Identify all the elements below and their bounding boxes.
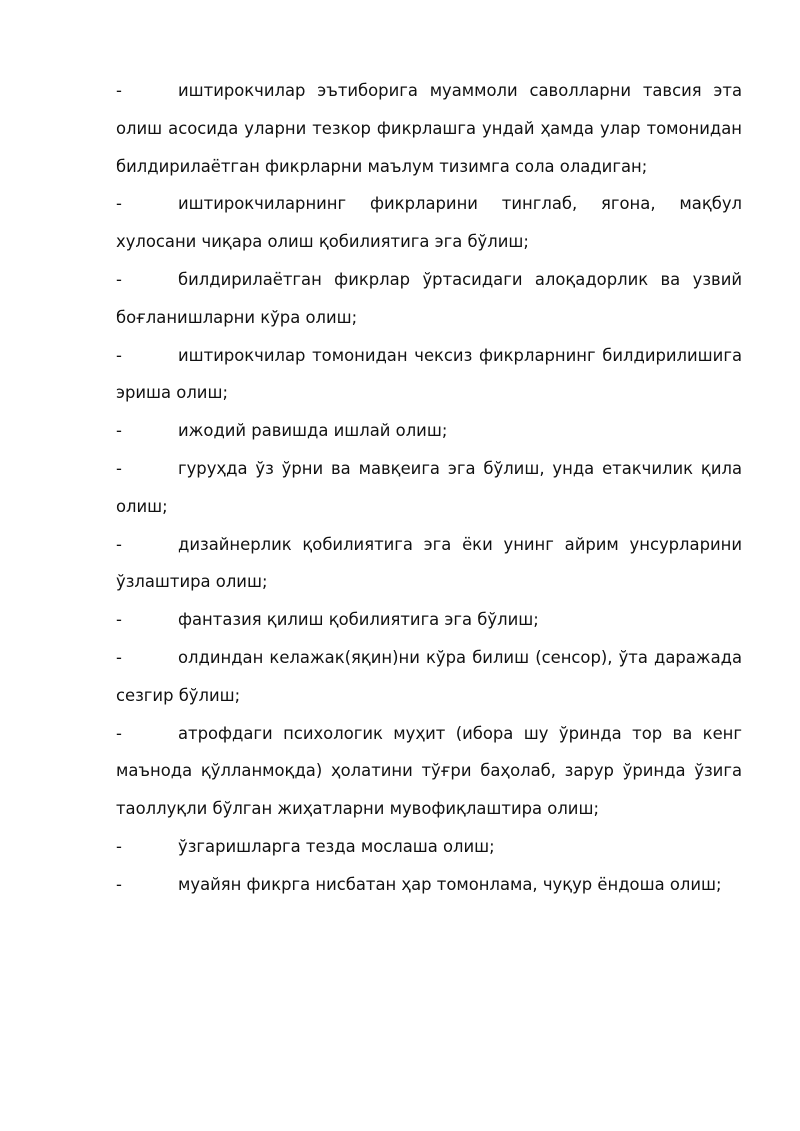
list-item-text: атрофдаги психологик муҳит (ибора шу ўринда тор ва кенг маънода қўлланмоқда) ҳолатини тўғри баҳолаб, зарур ўринда ўзига таоллуқли бўлган жиҳатларни мувофиқлаштира олиш;: [116, 723, 742, 819]
list-item: [116, 412, 742, 450]
bullet-dash: -: [116, 421, 122, 441]
bullet-dash: -: [116, 194, 122, 214]
bullet-dash: -: [116, 81, 122, 100]
list-item-text: иштирокчилар эътиборига муаммоли саволларни тавсия этa олиш асосида уларни тезкор фикрлашга ундай ҳамда улар томонидан билдирилаётган фикрларни маълум тизимга сола оладиган;: [116, 81, 742, 176]
list-item: [116, 715, 742, 828]
list-item: [116, 639, 742, 715]
list-item: [116, 450, 742, 526]
list-item-text: фантазия қилиш қобилиятига эга бўлиш;: [178, 610, 539, 630]
list-item-text: муайян фикрга нисбатан ҳар томонлама, чуқур ёндоша олиш;: [178, 874, 722, 894]
list-item-text: гуруҳда ўз ўрни ва мавқеига эга бўлиш, унда етакчилик қила олиш;: [116, 458, 742, 516]
list-item: [116, 185, 742, 261]
list-item: [116, 72, 742, 185]
list-item-text: олдиндан келажак(яқин)ни кўра билиш (сенсор), ўта даражада сезгир бўлиш;: [116, 647, 742, 705]
bullet-dash: -: [116, 534, 122, 554]
bullet-dash: -: [116, 723, 122, 743]
list-item: [116, 337, 742, 413]
list-item-text: ижодий равишда ишлай олиш;: [178, 421, 448, 441]
list-item: [116, 828, 742, 866]
list-item: [116, 601, 742, 639]
list-item-text: ўзгаришларга тезда мослаша олиш;: [178, 836, 495, 856]
list-item-text: иштирокчиларнинг фикрларини тинглаб, ягона, мақбул хулосани чиқара олиш қобилиятига эга бўлиш;: [116, 194, 742, 252]
list-item-text: билдирилаётган фикрлар ўртасидаги алоқадорлик ва узвий боғланишларни кўра олиш;: [116, 269, 742, 327]
bullet-dash: -: [116, 610, 122, 630]
bullet-dash: -: [116, 458, 122, 478]
list-item-text: иштирокчилар томонидан чексиз фикрларнинг билдирилишига эриша олиш;: [116, 345, 742, 403]
list-item: [116, 261, 742, 337]
bullet-dash: -: [116, 836, 122, 856]
bullet-dash: -: [116, 874, 122, 894]
bullet-dash: -: [116, 647, 122, 667]
bullet-dash: -: [116, 345, 122, 365]
list-item-text: дизайнерлик қобилиятига эга ёки унинг айрим унсурларини ўзлаштира олиш;: [116, 534, 742, 592]
bullet-dash: -: [116, 269, 122, 289]
list-item: [116, 526, 742, 602]
list-item: [116, 866, 742, 904]
document-page: [116, 72, 742, 904]
